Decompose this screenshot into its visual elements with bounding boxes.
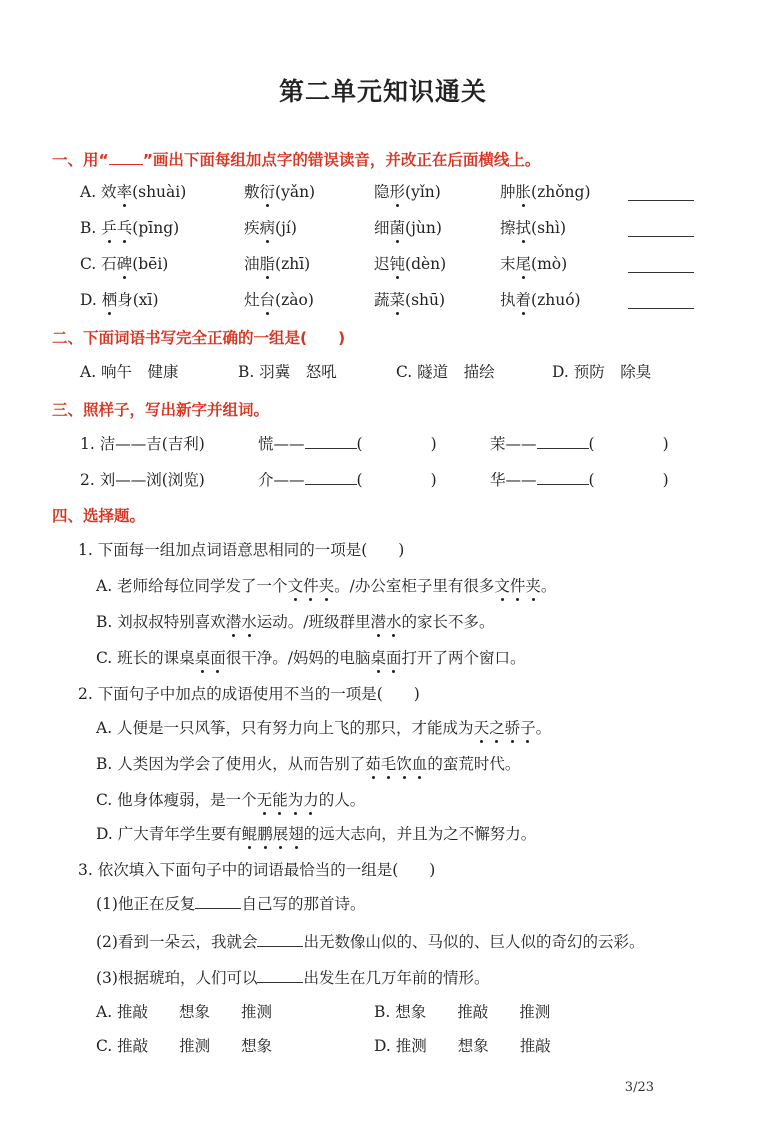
- blank-input[interactable]: [537, 470, 589, 485]
- q1-option-a: A. 老师给每位同学发了一个文件夹。/办公室柜子里有很多文件夹。: [96, 577, 557, 595]
- pinyin-item: C. 石碑(bēi): [80, 255, 169, 273]
- blank-input[interactable]: [195, 894, 241, 909]
- blank-input[interactable]: [537, 434, 589, 449]
- q2-option-d: D. 广大青年学生要有鲲鹏展翅的远大志向，并且为之不懈努力。: [96, 825, 537, 843]
- pinyin-item: D. 栖身(xī): [80, 291, 159, 309]
- underline-sample: [109, 152, 143, 165]
- pinyin-item: 灶台(zào): [244, 291, 314, 309]
- section-2-heading: 二、下面词语书写完全正确的一组是( ): [52, 329, 346, 347]
- question-3-stem: 3. 依次填入下面句子中的词语最恰当的一组是( ): [78, 861, 436, 879]
- q3-option-c: C. 推敲 推测 想象: [96, 1037, 273, 1055]
- pinyin-item: 疾病(jí): [244, 219, 297, 237]
- section-4-heading: 四、选择题。: [52, 507, 146, 525]
- q3-option-d: D. 推测 想象 推敲: [374, 1037, 551, 1055]
- example-1: 1. 洁——吉(吉利): [80, 435, 205, 453]
- answer-line[interactable]: [628, 236, 694, 237]
- page-title: 第二单元知识通关: [278, 77, 487, 106]
- pinyin-item: 迟钝(dèn): [374, 255, 447, 273]
- q1-option-c: C. 班长的课桌桌面很干净。/妈妈的电脑桌面打开了两个窗口。: [96, 649, 526, 667]
- answer-line[interactable]: [628, 308, 694, 309]
- q3-sentence-2: (2)看到一朵云，我就会 出无数像山似的、马似的、巨人似的奇幻的云彩。: [96, 933, 645, 951]
- q3-option-a: A. 推敲 想象 推测: [96, 1003, 273, 1021]
- option-a: A. 响午 健康: [80, 363, 179, 381]
- char-item-4: 华—— ( ): [490, 471, 669, 489]
- q3-sentence-1: (1)他正在反复 自己写的那首诗。: [96, 895, 366, 913]
- option-c: C. 隧道 描绘: [396, 363, 495, 381]
- pinyin-item: 油脂(zhī): [244, 255, 311, 273]
- pinyin-item: 末尾(mò): [500, 255, 568, 273]
- section-3-heading: 三、照样子，写出新字并组词。: [52, 401, 270, 419]
- q2-option-b: B. 人类因为学会了使用火，从而告别了茹毛饮血的蛮荒时代。: [96, 755, 521, 773]
- option-b: B. 羽冀 怒吼: [238, 363, 337, 381]
- pinyin-item: 细菌(jùn): [374, 219, 442, 237]
- q2-option-c: C. 他身体瘦弱，是一个无能为力的人。: [96, 791, 366, 809]
- answer-line[interactable]: [628, 200, 694, 201]
- char-item-2: 茉—— ( ): [490, 435, 669, 453]
- blank-input[interactable]: [305, 470, 357, 485]
- pinyin-item: 蔬菜(shū): [374, 291, 446, 309]
- answer-line[interactable]: [628, 272, 694, 273]
- section-1-heading: 一、用“ ”画出下面每组加点字的错误读音，并改正在后面横线上。: [52, 151, 541, 169]
- pinyin-item: 隐形(yǐn): [374, 183, 441, 201]
- question-1-stem: 1. 下面每一组加点词语意思相同的一项是( ): [78, 541, 405, 559]
- blank-input[interactable]: [257, 932, 303, 947]
- page-number: 3/23: [624, 1080, 654, 1095]
- q1-option-b: B. 刘叔叔特别喜欢潜水运动。/班级群里潜水的家长不多。: [96, 613, 495, 631]
- example-2: 2. 刘——浏(浏览): [80, 471, 205, 489]
- q2-option-a: A. 人便是一只风筝，只有努力向上飞的那只，才能成为天之骄子。: [96, 719, 552, 737]
- question-2-stem: 2. 下面句子中加点的成语使用不当的一项是( ): [78, 685, 420, 703]
- pinyin-item: 敷衍(yǎn): [244, 183, 316, 201]
- pinyin-item: B. 乒乓(pīng): [80, 219, 180, 237]
- q3-option-b: B. 想象 推敲 推测: [374, 1003, 551, 1021]
- blank-input[interactable]: [305, 434, 357, 449]
- pinyin-item: 肿胀(zhǒng): [500, 183, 591, 201]
- pinyin-item: 执着(zhuó): [500, 291, 581, 309]
- q3-sentence-3: (3)根据琥珀，人们可以 出发生在几万年前的情形。: [96, 969, 490, 987]
- char-item-1: 慌—— ( ): [258, 435, 437, 453]
- pinyin-item: A. 效率(shuài): [80, 183, 187, 201]
- option-d: D. 预防 除臭: [552, 363, 652, 381]
- blank-input[interactable]: [257, 968, 303, 983]
- pinyin-item: 擦拭(shì): [500, 219, 567, 237]
- char-item-3: 介—— ( ): [258, 471, 437, 489]
